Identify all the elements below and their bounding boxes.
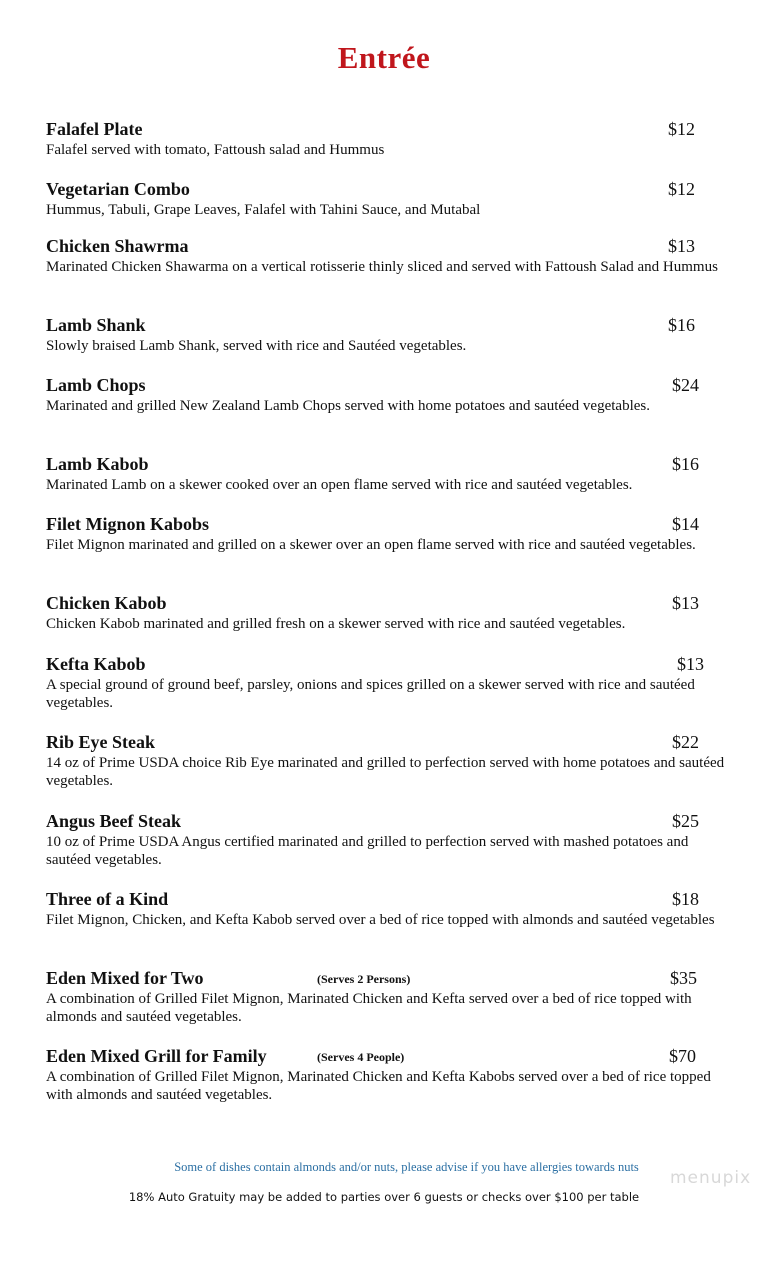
menu-item-header bbox=[46, 119, 726, 141]
menu-item-name: Three of a Kind bbox=[46, 889, 169, 909]
menu-item bbox=[46, 968, 726, 1026]
menu-item-description: Hummus, Tabuli, Grape Leaves, Falafel with Tahini Sauce, and Mutabal bbox=[46, 202, 481, 218]
menu-item-header bbox=[46, 179, 726, 201]
menu-item-price: $12 bbox=[668, 119, 695, 139]
menu-item-description: Chicken Kabob marinated and grilled fresh on a skewer served with rice and sautéed vegetables. bbox=[46, 616, 626, 632]
menu-item-price: $18 bbox=[672, 889, 699, 909]
menu-item-name: Falafel Plate bbox=[46, 119, 143, 139]
menu-item-description: Falafel served with tomato, Fattoush salad and Hummus bbox=[46, 142, 385, 158]
allergy-notice: Some of dishes contain almonds and/or nuts, please advise if you have allergies towards nuts bbox=[174, 1160, 639, 1174]
menu-item-name: Rib Eye Steak bbox=[46, 732, 156, 752]
watermark-logo: menupix bbox=[670, 1168, 752, 1188]
menu-item bbox=[46, 593, 726, 633]
menu-item-name: Lamb Chops bbox=[46, 375, 146, 395]
menu-item-name: Lamb Kabob bbox=[46, 454, 149, 474]
menu-item-description: Filet Mignon marinated and grilled on a skewer over an open flame served with rice and sautéed vegetables. bbox=[46, 537, 696, 553]
menu-item-name: Chicken Kabob bbox=[46, 593, 167, 613]
menu-item bbox=[46, 315, 726, 355]
menu-item bbox=[46, 119, 726, 159]
menu-item-price: $14 bbox=[672, 514, 699, 534]
menu-item-serving-note: (Serves 2 Persons) bbox=[317, 972, 411, 986]
menu-item bbox=[46, 1046, 726, 1104]
menu-item bbox=[46, 811, 726, 869]
menu-item-description: A combination of Grilled Filet Mignon, Marinated Chicken and Kefta Kabobs served over a bed of rice topped with almonds and sautéed vegetables. bbox=[46, 1069, 711, 1103]
menu-item-description: Filet Mignon, Chicken, and Kefta Kabob served over a bed of rice topped with almonds and sautéed vegetables bbox=[46, 912, 715, 928]
menu-item-description: Marinated and grilled New Zealand Lamb Chops served with home potatoes and sautéed vegetables. bbox=[46, 398, 650, 414]
menu-item bbox=[46, 732, 726, 790]
menu-item-header bbox=[46, 654, 726, 676]
menu-item-description: A combination of Grilled Filet Mignon, Marinated Chicken and Kefta served over a bed of rice topped with almonds and sautéed vegetables. bbox=[46, 991, 692, 1025]
menu-item-price: $13 bbox=[672, 593, 699, 613]
menu-item-price: $70 bbox=[669, 1046, 696, 1066]
menu-item bbox=[46, 179, 726, 219]
menu-item-header bbox=[46, 315, 726, 337]
page-title: Entrée bbox=[337, 40, 431, 75]
menu-item-header bbox=[46, 889, 726, 911]
menu-item-price: $22 bbox=[672, 732, 699, 752]
menu-item-header bbox=[46, 375, 726, 397]
menu-item-header bbox=[46, 454, 726, 476]
menu-item-price: $12 bbox=[668, 179, 695, 199]
menu-item-name: Kefta Kabob bbox=[46, 654, 146, 674]
menu-item-price: $16 bbox=[668, 315, 695, 335]
menu-item-price: $13 bbox=[668, 236, 695, 256]
menu-item bbox=[46, 654, 726, 712]
menu-item-name: Eden Mixed Grill for Family bbox=[46, 1046, 267, 1066]
menu-item-price: $16 bbox=[672, 454, 699, 474]
menu-item-description: Marinated Chicken Shawarma on a vertical rotisserie thinly sliced and served with Fattoush Salad and Hummus bbox=[46, 259, 718, 275]
menu-item-price: $25 bbox=[672, 811, 699, 831]
menu-item bbox=[46, 514, 726, 554]
gratuity-notice: 18% Auto Gratuity may be added to parties over 6 guests or checks over $100 per table bbox=[128, 1190, 640, 1204]
menu-item bbox=[46, 889, 726, 929]
menu-item-description: Slowly braised Lamb Shank, served with rice and Sautéed vegetables. bbox=[46, 338, 467, 354]
menu-item-header bbox=[46, 732, 726, 754]
menu-item bbox=[46, 454, 726, 494]
menu-item bbox=[46, 375, 726, 415]
menu-item-header bbox=[46, 1046, 726, 1068]
menu-item-header bbox=[46, 968, 726, 990]
menu-item bbox=[46, 236, 726, 276]
menu-item-name: Filet Mignon Kabobs bbox=[46, 514, 210, 534]
menu-item-name: Eden Mixed for Two bbox=[46, 968, 204, 988]
menu-item-name: Angus Beef Steak bbox=[46, 811, 182, 831]
menu-item-price: $13 bbox=[677, 654, 704, 674]
menu-item-description: A special ground of ground beef, parsley, onions and spices grilled on a skewer served with rice and sautéed vegetables. bbox=[46, 677, 695, 711]
menu-item-description: Marinated Lamb on a skewer cooked over an open flame served with rice and sautéed vegetables. bbox=[46, 477, 633, 493]
menu-item-name: Chicken Shawrma bbox=[46, 236, 189, 256]
menu-item-price: $35 bbox=[670, 968, 697, 988]
menu-item-header bbox=[46, 593, 726, 615]
menu-item-description: 10 oz of Prime USDA Angus certified marinated and grilled to perfection served with mashed potatoes and sautéed vegetables. bbox=[46, 834, 689, 868]
menu-item-name: Vegetarian Combo bbox=[46, 179, 190, 199]
menu-item-serving-note: (Serves 4 People) bbox=[317, 1050, 405, 1064]
menu-item-header bbox=[46, 811, 726, 833]
menu-item-header bbox=[46, 514, 726, 536]
menu-item-price: $24 bbox=[672, 375, 699, 395]
menu-item-name: Lamb Shank bbox=[46, 315, 146, 335]
menu-item-description: 14 oz of Prime USDA choice Rib Eye marinated and grilled to perfection served with home potatoes and sautéed vegetables. bbox=[46, 755, 725, 789]
menu-item-header bbox=[46, 236, 726, 258]
